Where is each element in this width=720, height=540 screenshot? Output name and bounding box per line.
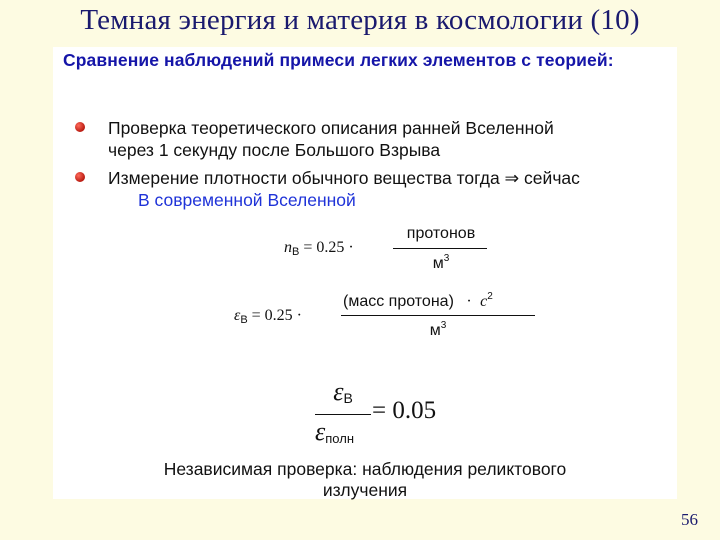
content-panel [53, 47, 677, 499]
slide-subtitle: Сравнение наблюдений примеси легких элементов с теорией: [63, 50, 614, 70]
bullet-1-line-2: через 1 секунду после Большого Взрыва [108, 140, 441, 160]
formula-eb-lhs: $\varepsilon_B = 0.25$ · [234, 307, 303, 326]
ratio-result: = 0.05 [372, 397, 437, 424]
footer-note-line-1: Независимая проверка: наблюдения реликтового [163, 459, 567, 479]
formula-nb-fraction-line [393, 248, 487, 249]
formula-nb-lhs: $n_B = 0.25$ · [284, 239, 354, 258]
formula-eb-denominator: $м^3$ [429, 320, 447, 339]
page-number: 56 [681, 510, 698, 529]
bullet-1-line-1: Проверка теоретического описания ранней Вселенной [108, 118, 554, 138]
ratio-fraction-line [315, 414, 371, 415]
bullet-icon [75, 172, 85, 182]
bullet-2-line-1: Измерение плотности обычного вещества тогда ⇒ сейчас [108, 168, 580, 188]
formula-eb-fraction-line [341, 315, 535, 316]
slide-title: Темная энергия и материя в космологии (10) [80, 4, 640, 36]
formula-nb-denominator: $м^3$ [432, 253, 450, 272]
footer-note [53, 459, 677, 501]
bullet-icon [75, 122, 85, 132]
bullet-text-1 [108, 117, 554, 161]
formula-nb-numerator: протонов [406, 225, 476, 242]
bullet-text-2 [108, 167, 580, 211]
footer-note-line-2: излучения [322, 480, 408, 500]
ratio-denominator: $\varepsilon_{полн}$ [315, 417, 354, 446]
bullet-2-line-2: В современной Вселенной [138, 190, 356, 210]
ratio-numerator: $\varepsilon_B$ [333, 377, 353, 406]
formula-eb-numerator: (масс протона) · $c^2$ [343, 291, 493, 310]
